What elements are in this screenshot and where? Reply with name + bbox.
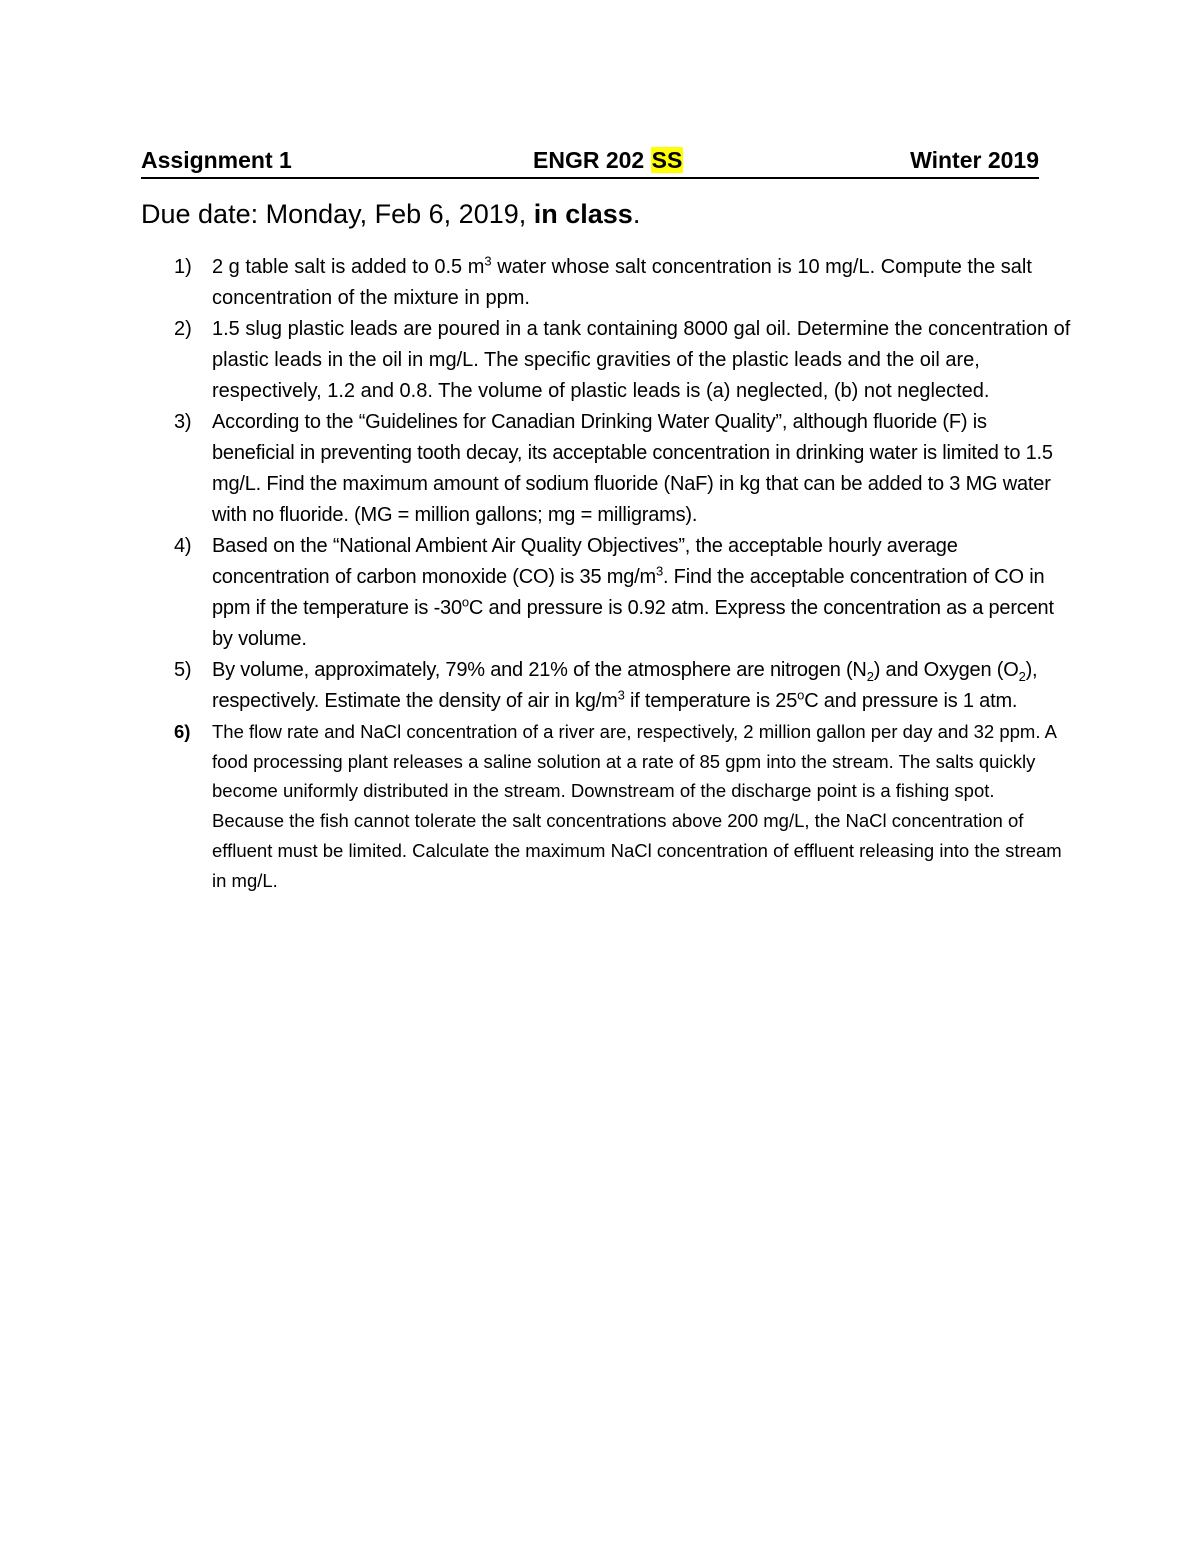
question-text: By volume, approximately, 79% and 21% of the atmosphere are nitrogen (N [212,659,867,681]
question-text: 1.5 slug plastic leads are poured in a tank containing 8000 gal oil. Determine the concentration of plastic leads in the oil in mg/L. The specific gravities of the plastic leads and the oil are, respectively, 1.2 and 0.8. The volume of plastic leads is (a) neglected, (b) not neglected. [212,318,1071,402]
question-text: C and pressure is 1 atm. [804,690,1018,712]
section-highlight: SS [651,147,683,173]
due-date-line [141,196,640,232]
superscript: 3 [484,253,492,269]
question-text: ), respectively. Estimate the density of air in kg/m [212,659,1038,712]
due-date-emphasis: in class [533,199,633,229]
assignment-title: Assignment 1 [141,147,292,173]
question-number: 5) [174,659,192,681]
question-text: water whose salt concentration is 10 mg/L. Compute the salt concentration of the mixture in ppm. [212,256,1032,309]
subscript: 2 [1018,669,1026,684]
course-code [533,145,683,175]
course-name: ENGR 202 [533,147,645,173]
question-text: According to the “Guidelines for Canadian Drinking Water Quality”, although fluoride (F) is beneficial in preventing tooth decay, its acceptable concentration in drinking water is limited to 1.5 mg/L. Find the maximum amount of sodium fluoride (NaF) in kg that can be added to 3 MG water with no fluoride. (MG = million gallons; mg = milligrams). [212,411,1053,526]
due-date-text: Due date: Monday, Feb 6, 2019, [141,199,534,229]
question-list [141,252,1071,895]
question-text: Based on the “National Ambient Air Quality Objectives”, the acceptable hourly average concentration of carbon monoxide (CO) is 35 mg/m [212,535,958,588]
due-date-suffix: . [632,199,641,229]
question-number: 1) [174,256,192,278]
question-number: 2) [174,318,192,340]
question-number: 4) [174,535,192,557]
question-6 [141,717,1071,895]
degree-superscript: o [797,687,805,703]
question-2 [141,314,1071,407]
question-3 [141,407,1071,531]
question-text: . Find the acceptable concentration of CO in ppm if the temperature is -30 [212,566,1045,619]
subscript: 2 [866,669,874,684]
question-number: 3) [174,411,192,433]
question-text: C and pressure is 0.92 atm. Express the concentration as a percent by volume. [212,597,1054,650]
assignment-header [141,143,1039,179]
question-5 [141,655,1071,717]
question-text: if temperature is 25 [624,690,798,712]
question-1 [141,252,1071,314]
question-text: The flow rate and NaCl concentration of a river are, respectively, 2 million gallon per day and 32 ppm. A food processing plant releases a saline solution at a rate of 85 gpm into the stream. The salts quickly become uniformly distributed in the stream. Downstream of the discharge point is a fishing spot. Because the fish cannot tolerate the salt concentrations above 200 mg/L, the NaCl concentration of effluent must be limited. Calculate the maximum NaCl concentration of effluent releasing into the stream in mg/L. [212,721,1062,891]
question-text: 2 g table salt is added to 0.5 m [212,256,485,278]
term-label: Winter 2019 [910,147,1039,173]
question-number: 6) [174,721,191,742]
superscript: 3 [655,563,663,579]
question-text: ) and Oxygen (O [873,659,1019,681]
degree-superscript: o [461,594,469,610]
superscript: 3 [617,687,625,703]
question-4 [141,531,1071,655]
